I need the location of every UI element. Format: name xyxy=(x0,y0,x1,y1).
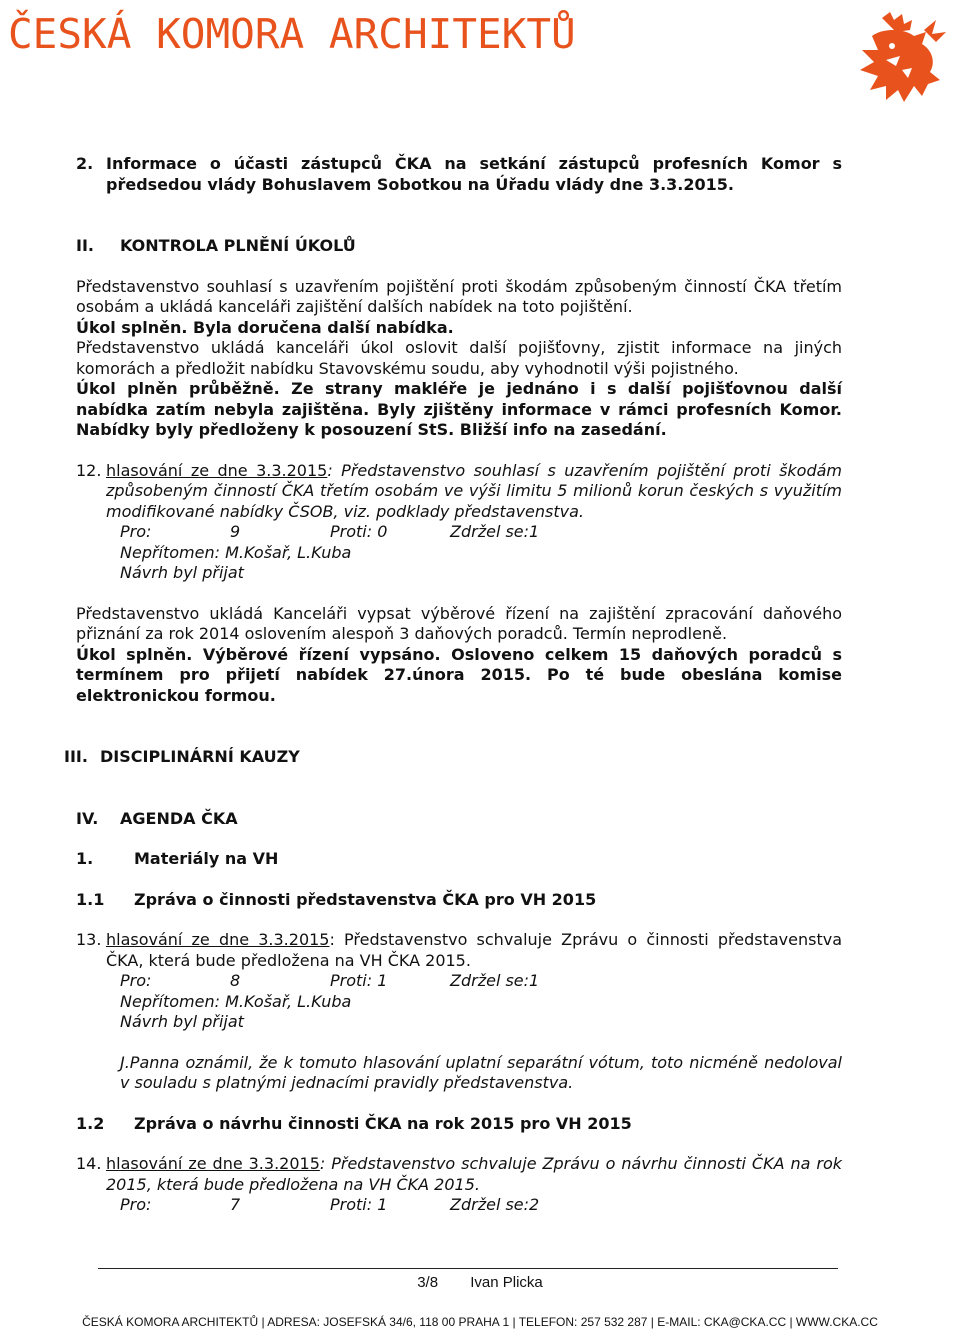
section-2-heading xyxy=(76,154,842,195)
footer-address: ČESKÁ KOMORA ARCHITEKTŮ | ADRESA: JOSEFSKÁ 34/6, 118 00 PRAHA 1 | TELEFON: 257 532 287 | E-MAIL: CKA@CKA.CC | WWW.CKA.CC xyxy=(82,1315,878,1329)
status-detail: Ze strany makléře je jednáno i s další pojišťovnou další nabídka zatím nebyla zajištěna. Byly zjištěny informace v rámci profesních Komor. Nabídky byly předloženy k posouzení StS. Bližší info na zasedání. xyxy=(76,379,842,439)
vote-result: Návrh byl přijat xyxy=(120,1012,244,1031)
vote-link[interactable]: hlasování ze dne 3.3.2015 xyxy=(106,460,328,480)
status-text: Úkol splněn. Byla doručena další nabídka. xyxy=(76,317,454,337)
pro-value: 8 xyxy=(230,971,241,990)
section-title: Materiály na VH xyxy=(134,849,279,868)
section-number: IV. xyxy=(76,808,99,828)
document-body xyxy=(64,154,843,1216)
section-1-heading xyxy=(76,849,842,870)
paragraph: Představenstvo ukládá Kanceláři vypsat výběrové řízení na zajištění zpracování daňového přiznání za rok 2014 oslovením alespoň 3 daňových poradců. Termín neprodleně. xyxy=(76,603,842,643)
section-title: Zpráva o činnosti představenstva ČKA pro VH 2015 xyxy=(134,889,597,909)
vote-text: : Představenstvo souhlasí s uzavřením pojištění proti škodám způsobeným činností ČKA třetím osobám ve výši limitu 5 milionů korun českých s využitím modifikované nabídky ČSOB, viz. podklady představenstva. xyxy=(106,460,843,521)
pro-value: 9 xyxy=(230,522,241,541)
footer-page-info xyxy=(0,1273,960,1294)
vote-link[interactable]: hlasování ze dne 3.3.2015 xyxy=(106,930,330,949)
vote-13-results xyxy=(76,971,842,992)
vote-13 xyxy=(76,930,842,971)
vote-12 xyxy=(76,461,842,523)
section-title: Informace o účasti zástupců ČKA na setkání zástupců profesních Komor s předsedou vlády Bohuslavem Sobotkou na Úřadu vlády dne 3.3.2015. xyxy=(106,154,842,194)
pro-label: Pro: xyxy=(120,1195,152,1214)
section-1-1-heading xyxy=(76,890,842,911)
pro-value: 7 xyxy=(230,1195,241,1214)
vote-14 xyxy=(76,1154,842,1195)
pro-label: Pro: xyxy=(120,971,152,990)
paragraph: Představenstvo ukládá kanceláři úkol oslovit další pojišťovny, zjistit informace na jiných komorách a předložit nabídku Stavovskému soudu, aby vyhodnotil výši pojistného. xyxy=(76,338,842,378)
section-number: III. xyxy=(64,747,88,766)
section-II-heading xyxy=(76,236,842,257)
section-III-heading xyxy=(64,747,842,768)
vote-12-results xyxy=(76,522,842,543)
paragraph: Představenstvo souhlasí s uzavřením pojištění proti škodám způsobeným činností ČKA třetím osobám a ukládá kanceláři zajištění dalších nabídek na toto pojištění. xyxy=(76,276,842,316)
lion-logo-icon xyxy=(852,10,950,106)
footer-divider xyxy=(98,1268,838,1269)
vote-number: 12. xyxy=(76,460,102,480)
section-number: 1.1 xyxy=(76,889,105,909)
proti-value: Proti: 1 xyxy=(330,1195,388,1214)
status-text: Úkol splněn. Výběrové řízení vypsáno. Osloveno celkem 15 daňových poradců s termínem pro přijetí nabídek 27.února 2015. Po té bude obeslána komise elektronickou formou. xyxy=(76,644,842,705)
section-IV-heading xyxy=(76,809,842,830)
section-number: 1. xyxy=(76,849,94,868)
status-label: Úkol plněn průběžně. xyxy=(76,379,280,398)
vote-text: : Představenstvo schvaluje Zprávu o návrhu činnosti ČKA na rok 2015, která bude předložena na VH ČKA 2015. xyxy=(106,1154,843,1194)
section-title: Zpráva o návrhu činnosti ČKA na rok 2015 pro VH 2015 xyxy=(134,1113,632,1133)
vote-link[interactable]: hlasování ze dne 3.3.2015 xyxy=(106,1154,320,1173)
zdrzel-value: Zdržel se:2 xyxy=(450,1195,540,1214)
author-name: Ivan Plicka xyxy=(470,1274,543,1291)
vote-number: 13. xyxy=(76,930,102,949)
zdrzel-value: Zdržel se:1 xyxy=(450,522,540,541)
header-title: ČESKÁ KOMORA ARCHITEKTŮ xyxy=(8,10,576,58)
proti-value: Proti: 1 xyxy=(330,971,388,990)
section-title: DISCIPLINÁRNÍ KAUZY xyxy=(100,747,300,766)
vote-text: : Představenstvo schvaluje Zprávu o činnosti představenstva ČKA, která bude předložena na VH ČKA 2015. xyxy=(106,930,843,970)
absent-text: Nepřítomen: M.Košař, L.Kuba xyxy=(120,542,352,562)
section-number: II. xyxy=(76,236,94,255)
status-text xyxy=(76,379,842,441)
section-title: AGENDA ČKA xyxy=(120,808,238,828)
pro-label: Pro: xyxy=(120,522,152,541)
absent-text: Nepřítomen: M.Košař, L.Kuba xyxy=(120,991,352,1011)
zdrzel-value: Zdržel se:1 xyxy=(450,971,540,990)
section-1-2-heading xyxy=(76,1114,842,1135)
vote-result: Návrh byl přijat xyxy=(120,563,244,582)
vote-14-results xyxy=(76,1195,842,1216)
section-title: KONTROLA PLNĚNÍ ÚKOLŮ xyxy=(120,236,356,255)
proti-value: Proti: 0 xyxy=(330,522,388,541)
vote-note: J.Panna oznámil, že k tomuto hlasování uplatní separátní vótum, toto nicméně nedoloval v souladu s platnými jednacími pravidly představenstva. xyxy=(120,1052,842,1092)
page-number: 3/8 xyxy=(417,1274,439,1291)
vote-number: 14. xyxy=(76,1154,102,1173)
section-number: 1.2 xyxy=(76,1113,105,1133)
section-number: 2. xyxy=(76,154,94,173)
